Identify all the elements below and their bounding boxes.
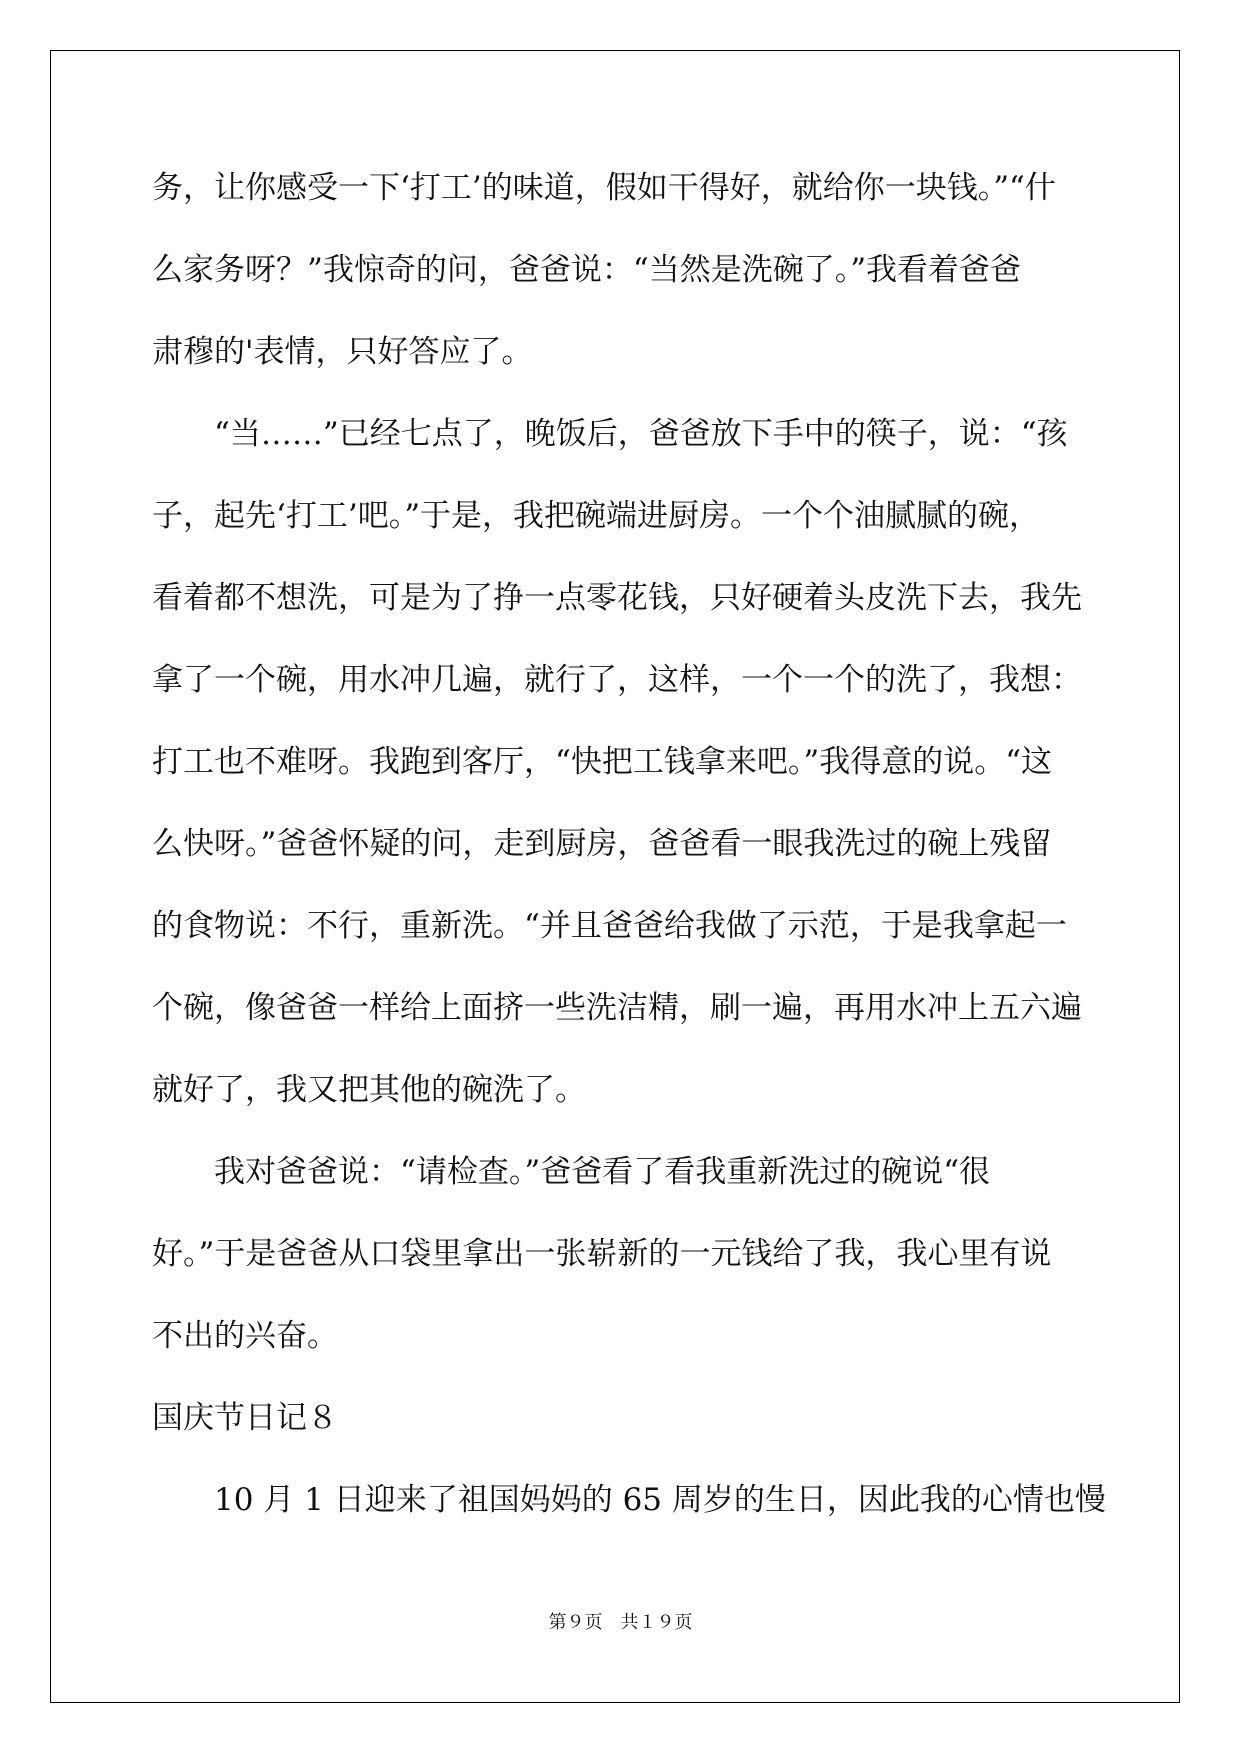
body-line: 肃穆的'表情，只好答应了。 — [152, 334, 533, 370]
body-line: 个碗，像爸爸一样给上面挤一些洗洁精，刷一遍，再用水冲上五六遍 — [152, 990, 1082, 1026]
body-line: 的食物说：不行，重新洗。“并且爸爸给我做了示范，于是我拿起一 — [152, 908, 1067, 944]
body-line: 10 月 1 日迎来了祖国妈妈的 65 周岁的生日，因此我的心情也慢 — [214, 1482, 1106, 1518]
body-line: “当……”已经七点了，晚饭后，爸爸放下手中的筷子，说：“孩 — [214, 416, 1068, 452]
section-heading: 国庆节日记８ — [152, 1400, 338, 1436]
body-line: 打工也不难呀。我跑到客厅，“快把工钱拿来吧。”我得意的说。“这 — [152, 744, 1053, 780]
body-line: 子，起先‘打工’吧。”于是，我把碗端进厨房。一个个油腻腻的碗， — [152, 498, 1041, 534]
page-border — [50, 50, 1180, 1703]
body-line: 就好了，我又把其他的碗洗了。 — [152, 1072, 586, 1108]
page-footer: 第９页 共１９页 — [548, 1612, 693, 1633]
body-line: 好。”于是爸爸从口袋里拿出一张崭新的一元钱给了我，我心里有说 — [152, 1236, 1052, 1272]
body-line: 务，让你感受一下‘打工’的味道，假如干得好，就给你一块钱。”“什 — [152, 170, 1056, 206]
body-line: 我对爸爸说：“请检查。”爸爸看了看我重新洗过的碗说“很 — [214, 1154, 991, 1190]
body-line: 看着都不想洗，可是为了挣一点零花钱，只好硬着头皮洗下去，我先 — [152, 580, 1082, 616]
body-line: 么家务呀？”我惊奇的问，爸爸说：“当然是洗碗了。”我看着爸爸 — [152, 252, 1022, 288]
body-line: 么快呀。”爸爸怀疑的问，走到厨房，爸爸看一眼我洗过的碗上残留 — [152, 826, 1052, 862]
body-line: 不出的兴奋。 — [152, 1318, 338, 1354]
body-line: 拿了一个碗，用水冲几遍，就行了，这样，一个一个的洗了，我想： — [152, 662, 1082, 698]
